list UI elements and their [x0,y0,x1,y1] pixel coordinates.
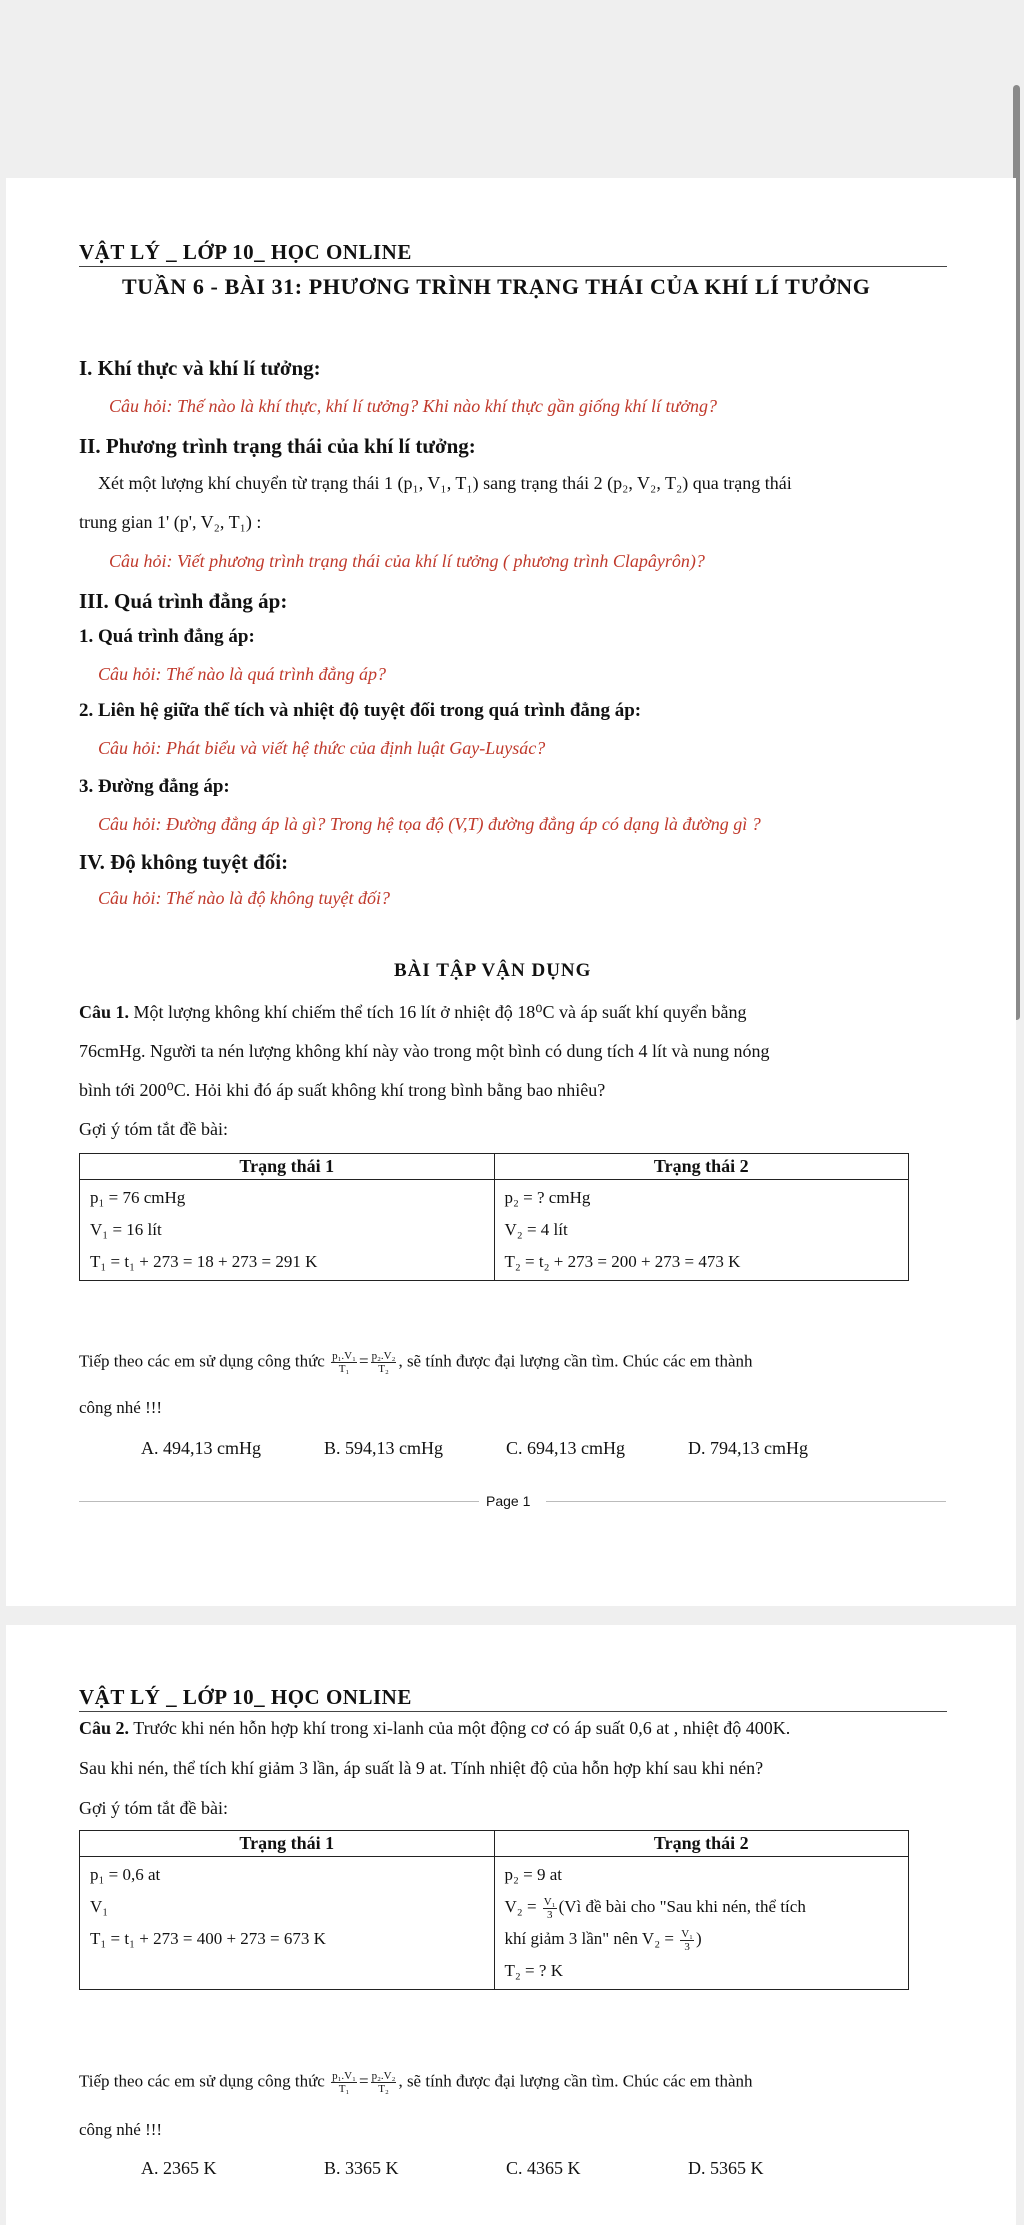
table-header-state-1: Trạng thái 1 [80,1831,495,1857]
document-page-1 [6,178,1016,1606]
summary-table [79,1153,909,1281]
section-1-heading: I. Khí thực và khí lí tưởng: [79,356,321,380]
formula-right: $\frac{\text{p₂.V₂}}{\text{T₂}}$ [371,1350,396,1375]
section-3-3-question: Câu hỏi: Đường đẳng áp là gì? Trong hệ tọa độ (V,T) đường đẳng áp có dạng là đường gì ? [98,814,761,834]
answer-c[interactable]: C. 694,13 cmHg [506,1438,625,1458]
section-4-heading: IV. Độ không tuyệt đối: [79,850,289,874]
question-2-text-1: Trước khi nén hỗn hợp khí trong xi-lanh của một động cơ có áp suất 0,6 at , nhiệt độ 400K. [133,1718,791,1738]
p1-value: p₁ = 0,6 at [90,1865,161,1884]
v1-value: V₁ [90,1897,109,1916]
lesson-title: TUẦN 6 - BÀI 31: PHƯƠNG TRÌNH TRẠNG THÁI CỦA KHÍ LÍ TƯỞNG [122,274,871,299]
table-cell-state-2 [494,1180,909,1281]
formula-instruction: Tiếp theo các em sử dụng công thức $\frac{\text{p₁.V₁}}{\text{T₁}}$ = $\frac{\text{p₂.V₂}}{\text{T₂}}$ , sẽ tính được đại lượng cần tìm. Chúc các em thành [79,2070,753,2095]
formula-text-b: , sẽ tính được đại lượng cần tìm. Chúc các em thành [398,2071,753,2091]
question-1-line-1 [79,1002,746,1023]
section-1-question: Câu hỏi: Thế nào là khí thực, khí lí tưởng? Khi nào khí thực gần giống khí lí tưởng? [109,396,717,416]
question-2-label: Câu 2. [79,1718,130,1738]
section-3-heading: III. Quá trình đẳng áp: [79,589,288,613]
table-cell-state-1 [80,1180,495,1281]
answer-a[interactable]: A. 2365 K [141,2158,217,2178]
t1-value: T₁ = t₁ + 273 = 400 + 273 = 673 K [90,1929,326,1948]
document-page-2 [6,1625,1016,2225]
v2-note-cont: khí giảm 3 lần" nên V₂ = $\frac{\text{V₁}}{3}$ ) [504,1927,702,1953]
formula-instruction-end: công nhé !!! [79,2120,163,2139]
t2-value: T₂ = ? K [504,1961,563,1980]
answer-d[interactable]: D. 5365 K [688,2158,764,2178]
section-3-2-question: Câu hỏi: Phát biểu và viết hệ thức của định luật Gay-Luysác? [98,738,546,758]
section-4-question: Câu hỏi: Thế nào là độ không tuyệt đối? [98,888,390,908]
t1-value: T₁ = t₁ + 273 = 18 + 273 = 291 K [90,1252,318,1271]
p1-value: p₁ = 76 cmHg [90,1188,186,1207]
header-rule [79,266,947,267]
section-2-body-line-1: Xét một lượng khí chuyển từ trạng thái 1 (p₁, V₁, T₁) sang trạng thái 2 (p₂, V₂, T₂) qua trạng thái [98,473,792,493]
formula-text-a: Tiếp theo các em sử dụng công thức [79,1351,325,1371]
section-2-question: Câu hỏi: Viết phương trình trạng thái của khí lí tưởng ( phương trình Clapâyrôn)? [109,551,705,571]
table-header-state-2: Trạng thái 2 [494,1154,909,1180]
formula-left: $\frac{\text{p₁.V₁}}{\text{T₁}}$ [332,1350,356,1375]
page-number: Page 1 [486,1493,531,1509]
answer-d[interactable]: D. 794,13 cmHg [688,1438,808,1458]
p2-value: p₂ = ? cmHg [504,1188,591,1207]
section-2-body-line-2: trung gian 1' (p', V₂, T₁) : [79,512,262,532]
formula-instruction: Tiếp theo các em sử dụng công thức $\frac{\text{p₁.V₁}}{\text{T₁}}$ = $\frac{\text{p₂.V₂}}{\text{T₂}}$ , sẽ tính được đại lượng cần tìm. Chúc các em thành [79,1350,753,1375]
question-1-label: Câu 1. [79,1002,130,1022]
section-3-3-heading: 3. Đường đẳng áp: [79,776,230,797]
question-1-text-1: Một lượng không khí chiếm thể tích 16 lít ở nhiệt độ 18⁰C và áp suất khí quyển bằng [133,1002,747,1022]
hint-label: Gợi ý tóm tắt đề bài: [79,1119,228,1139]
answer-b[interactable]: B. 3365 K [324,2158,399,2178]
v2-note: (Vì đề bài cho "Sau khi nén, thể tích [558,1897,806,1916]
table-header-state-2: Trạng thái 2 [494,1831,909,1857]
v1-value: V₁ = 16 lít [90,1220,162,1239]
answer-c[interactable]: C. 4365 K [506,2158,581,2178]
formula-text-b: , sẽ tính được đại lượng cần tìm. Chúc các em thành [398,1351,753,1371]
question-2-line-2: Sau khi nén, thể tích khí giảm 3 lần, áp suất là 9 at. Tính nhiệt độ của hỗn hợp khí sau khi nén? [79,1758,764,1778]
question-2-line-1 [79,1718,790,1739]
footer-rule-left [79,1501,479,1502]
table-header-state-1: Trạng thái 1 [80,1154,495,1180]
section-2-heading: II. Phương trình trạng thái của khí lí tưởng: [79,434,476,458]
answer-a[interactable]: A. 494,13 cmHg [141,1438,261,1458]
p2-value: p₂ = 9 at [504,1865,563,1884]
table-cell-state-2 [494,1857,909,1990]
table-cell-state-1 [80,1857,495,1990]
page-header: VẬT LÝ _ LỚP 10_ HỌC ONLINE [79,1685,412,1709]
section-3-2-heading: 2. Liên hệ giữa thể tích và nhiệt độ tuyệt đối trong quá trình đẳng áp: [79,700,642,721]
answer-b[interactable]: B. 594,13 cmHg [324,1438,443,1458]
hint-label: Gợi ý tóm tắt đề bài: [79,1798,228,1818]
question-1-line-2: 76cmHg. Người ta nén lượng không khí này vào trong một bình có dung tích 4 lít và nung nóng [79,1041,770,1061]
t2-value: T₂ = t₂ + 273 = 200 + 273 = 473 K [504,1252,741,1271]
v2-value: V₂ = 4 lít [504,1220,568,1239]
section-3-1-heading: 1. Quá trình đẳng áp: [79,626,255,647]
formula-left: $\frac{\text{p₁.V₁}}{\text{T₁}}$ [332,2070,356,2095]
section-3-1-question: Câu hỏi: Thế nào là quá trình đẳng áp? [98,664,387,684]
v2-value: V₂ = $\frac{\text{V₁}}{3}$ (Vì đề bài cho "Sau khi nén, thể tích [504,1895,806,1921]
formula-text-a: Tiếp theo các em sử dụng công thức [79,2071,325,2091]
formula-right: $\frac{\text{p₂.V₂}}{\text{T₂}}$ [371,2070,396,2095]
footer-rule-right [546,1501,946,1502]
formula-instruction-end: công nhé !!! [79,1398,163,1417]
page-header: VẬT LÝ _ LỚP 10_ HỌC ONLINE [79,240,412,264]
summary-table-2 [79,1830,909,1990]
v2-note-2: khí giảm 3 lần" nên [504,1929,638,1948]
exercise-title: BÀI TẬP VẬN DỤNG [394,960,592,981]
question-1-line-3: bình tới 200⁰C. Hỏi khi đó áp suất không khí trong bình bằng bao nhiêu? [79,1080,606,1100]
header-rule [79,1711,947,1712]
